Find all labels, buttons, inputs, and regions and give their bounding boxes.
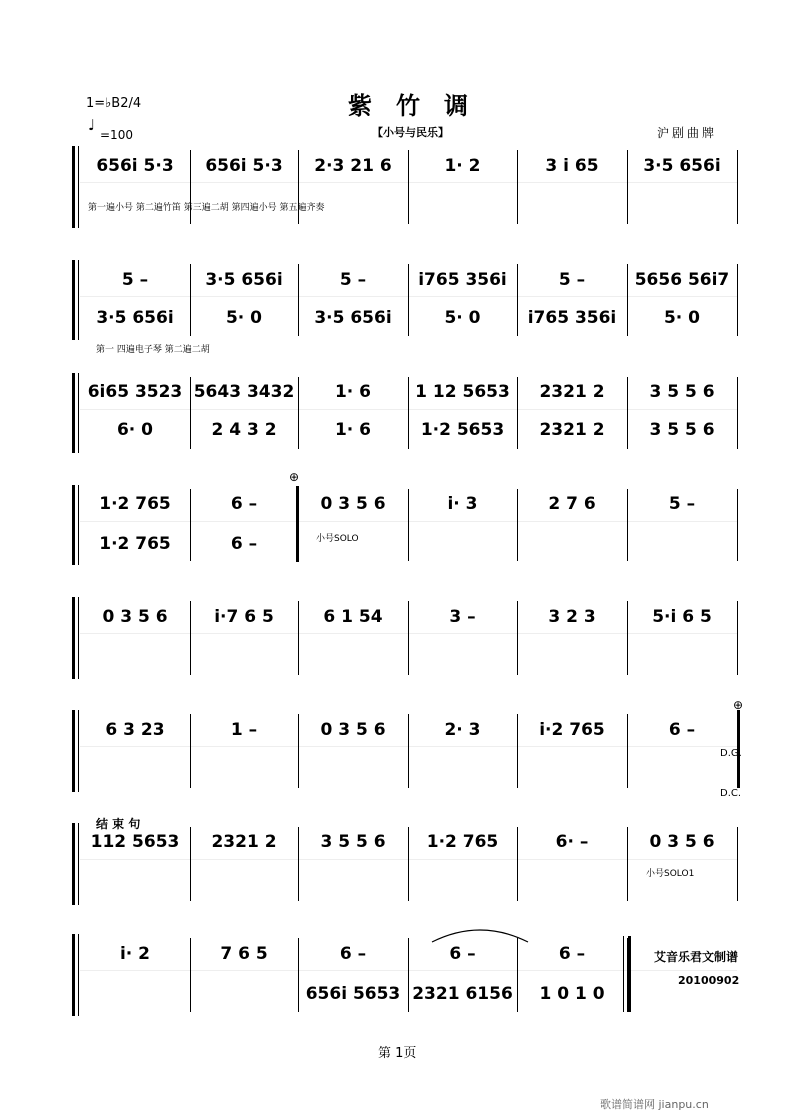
measure: 1·2 765 — [426, 832, 499, 852]
measure: i765 356i — [527, 308, 617, 328]
ending-section-label: 结 束 句 — [96, 817, 141, 831]
system-bracket — [72, 146, 75, 228]
page-number: 第 1页 — [378, 1046, 417, 1061]
measure: 6 – — [668, 720, 696, 740]
dc-marking: D.C. — [720, 788, 742, 799]
system-bracket — [72, 710, 75, 792]
measure: 2321 2 — [211, 832, 277, 852]
dg-marking: D.G. — [720, 748, 742, 759]
measure: 3 5 5 6 — [649, 382, 715, 402]
measure: 2321 2 — [539, 420, 605, 440]
measure: i765 356i — [418, 270, 507, 290]
measure: 5·i 6 5 — [652, 607, 712, 627]
key-signature: 1=♭B2/4 — [86, 96, 142, 111]
system-bracket-thin — [78, 823, 79, 905]
solo1-annotation: 小号SOLO1 — [646, 869, 695, 879]
final-barline — [628, 936, 631, 1012]
measure: 3·5 656i — [205, 270, 283, 290]
measure: 112 5653 — [90, 832, 180, 852]
system-bracket-thin — [78, 485, 79, 565]
measure: 6 – — [230, 494, 258, 514]
measure: 5· 0 — [663, 308, 701, 328]
system-bracket — [72, 373, 75, 453]
measure: 3·5 656i — [96, 308, 174, 328]
measure: 656i 5653 — [305, 984, 401, 1004]
barline — [737, 377, 738, 449]
measure: 0 3 5 6 — [102, 607, 168, 627]
measure: 6 1 54 — [323, 607, 383, 627]
repeat-barline — [296, 486, 299, 562]
system-bracket-thin — [78, 934, 79, 1016]
measure: 3·5 656i — [314, 308, 392, 328]
measure: i·7 6 5 — [214, 607, 274, 627]
measure: 5643 3432 — [193, 382, 295, 402]
measure: 3 2 3 — [548, 607, 596, 627]
measure: 6 – — [449, 944, 476, 964]
measure: 7 6 5 — [220, 944, 268, 964]
arranger-credit: 艾音乐君文制谱 — [654, 950, 739, 964]
tempo-marking: =100 — [100, 128, 133, 142]
measure: 5 – — [339, 270, 367, 290]
measure: 2321 2 — [539, 382, 605, 402]
measure: 0 3 5 6 — [320, 494, 386, 514]
quarter-note-icon: ♩ — [88, 116, 96, 134]
measure: 0 3 5 6 — [320, 720, 386, 740]
measure: 5· 0 — [444, 308, 481, 328]
measure: i· 3 — [447, 494, 478, 514]
measure: 656i 5·3 — [205, 156, 283, 176]
measure: 6· – — [555, 832, 589, 852]
measure: 1 – — [230, 720, 258, 740]
system-bracket-thin — [78, 597, 79, 679]
measure: 5 – — [121, 270, 149, 290]
measure: 2·3 21 6 — [314, 156, 392, 176]
measure: 6 3 23 — [105, 720, 165, 740]
measure: 1·2 765 — [99, 534, 171, 554]
system-bracket-thin — [78, 373, 79, 453]
measure: 1· 2 — [444, 156, 481, 176]
measure: 2· 3 — [444, 720, 481, 740]
genre-label: 沪剧曲牌 — [657, 126, 718, 140]
measure: 1·2 5653 — [420, 420, 505, 440]
system-bracket-thin — [78, 146, 79, 228]
measure: 6i65 3523 — [87, 382, 183, 402]
barline — [737, 827, 738, 901]
measure: 1· 6 — [334, 382, 372, 402]
measure: 6 – — [339, 944, 367, 964]
measure: 3·5 656i — [643, 156, 721, 176]
measure: 3 5 5 6 — [320, 832, 386, 852]
row2-annotation: 第一 四遍电子琴 第二遍二胡 — [96, 345, 210, 355]
ensemble-label: 【小号与民乐】 — [372, 126, 449, 139]
measure: 6 – — [558, 944, 586, 964]
measure: 3 – — [449, 607, 476, 627]
system-bracket — [72, 260, 75, 340]
measure: 5· 0 — [225, 308, 263, 328]
barline — [737, 489, 738, 561]
measure: i· 2 — [119, 944, 151, 964]
barline — [737, 601, 738, 675]
measure: 2 7 6 — [548, 494, 596, 514]
measure: i·2 765 — [539, 720, 605, 740]
row1-annotation: 第一遍小号 第二遍竹笛 第三遍二胡 第四遍小号 第五遍齐奏 — [88, 203, 325, 213]
measure: 5 – — [558, 270, 586, 290]
measure: 1 0 1 0 — [539, 984, 605, 1004]
measure: 1 12 5653 — [415, 382, 510, 402]
barline — [737, 264, 738, 336]
measure: 1· 6 — [334, 420, 372, 440]
tie-arc — [430, 924, 530, 944]
system-bracket-thin — [78, 710, 79, 792]
measure: 656i 5·3 — [96, 156, 174, 176]
measure: 2 4 3 2 — [211, 420, 277, 440]
system-bracket — [72, 597, 75, 679]
score-title: 紫竹调 — [348, 92, 492, 120]
system-bracket — [72, 934, 75, 1016]
system-bracket — [72, 485, 75, 565]
measure: 3 i 65 — [545, 156, 599, 176]
measure: 0 3 5 6 — [649, 832, 715, 852]
coda-icon: ⊕ — [733, 698, 744, 712]
system-bracket — [72, 823, 75, 905]
final-barline-thin — [623, 936, 624, 1012]
measure: 5 – — [668, 494, 696, 514]
measure: 1·2 765 — [99, 494, 171, 514]
measure: 6 – — [230, 534, 258, 554]
coda-icon: ⊕ — [289, 470, 300, 484]
barline — [737, 150, 738, 224]
credit-date: 20100902 — [678, 974, 740, 987]
measure: 6· 0 — [116, 420, 154, 440]
measure: 2321 6156 — [412, 984, 513, 1004]
measure: 5656 56i7 — [634, 270, 730, 290]
solo-annotation: 小号SOLO — [316, 534, 359, 544]
measure: 3 5 5 6 — [649, 420, 715, 440]
system-bracket-thin — [78, 260, 79, 340]
watermark: 歌谱简谱网 jianpu.cn — [600, 1098, 709, 1111]
